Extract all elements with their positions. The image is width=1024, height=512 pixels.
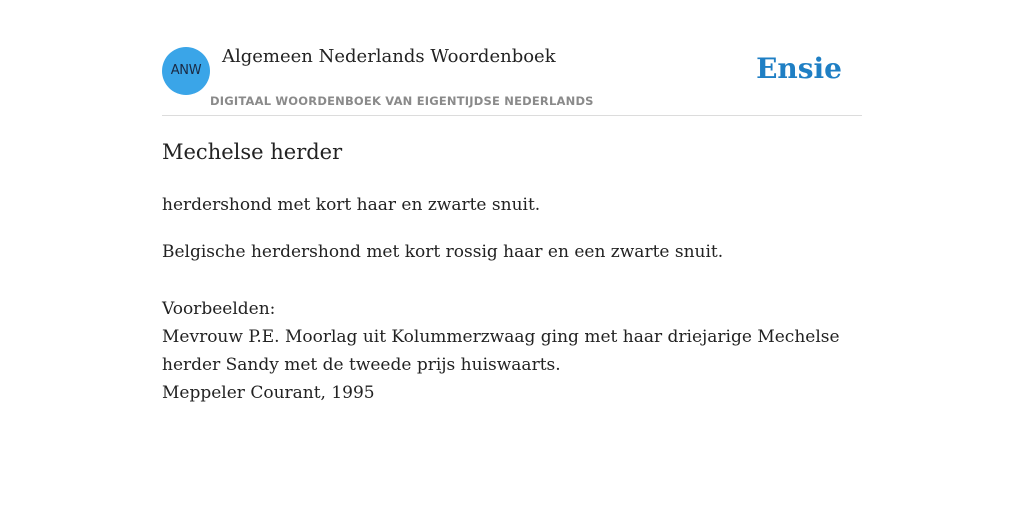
anw-logo[interactable]: ANW <box>162 47 210 95</box>
headword: Mechelse herder <box>162 140 343 164</box>
site-header <box>162 0 862 116</box>
example-sentence-line-1: Mevrouw P.E. Moorlag uit Kolummerzwaag ging met haar driejarige Mechelse <box>162 327 840 347</box>
example-sentence-line-2: herder Sandy met de tweede prijs huiswaarts. <box>162 355 561 375</box>
site-subtitle: DIGITAAL WOORDENBOEK VAN EIGENTIJDSE NEDERLANDS <box>210 94 594 108</box>
example-source: Meppeler Courant, 1995 <box>162 383 375 403</box>
examples-label: Voorbeelden: <box>162 299 276 319</box>
definition-long: Belgische herdershond met kort rossig haar en een zwarte snuit. <box>162 242 724 262</box>
site-title[interactable]: Algemeen Nederlands Woordenboek <box>222 46 556 67</box>
dictionary-card <box>162 0 862 512</box>
examples-section <box>162 295 862 407</box>
definition-short: herdershond met kort haar en zwarte snuit. <box>162 195 541 215</box>
ensie-logo[interactable]: Ensie <box>756 52 842 85</box>
